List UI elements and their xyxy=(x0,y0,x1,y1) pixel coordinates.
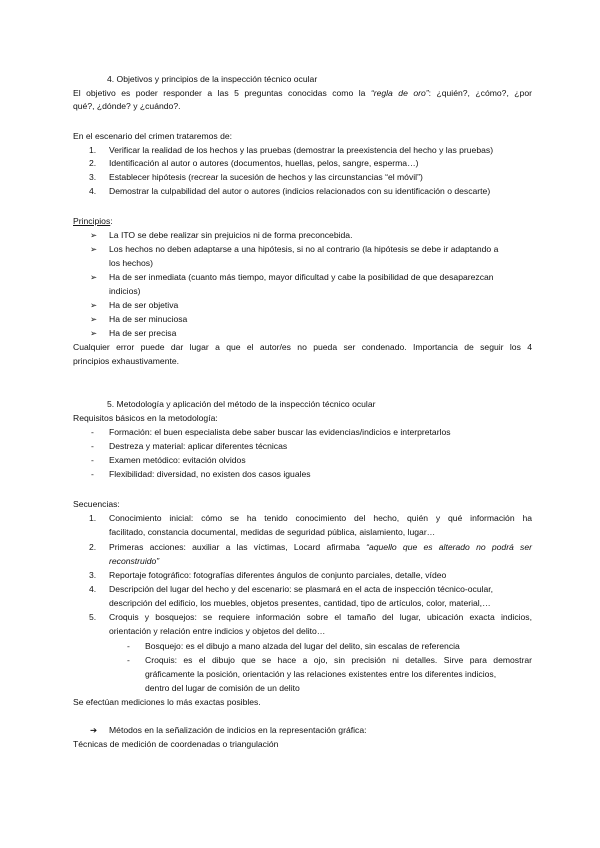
dash-bullet-icon: - xyxy=(91,441,94,451)
secuencia-item-cont: facilitado, constancia documental, medidas de seguridad pública, aislamiento, lugar… xyxy=(109,527,436,537)
secuencia-item: Conocimiento inicial: cómo se ha tenido conocimiento del hecho, quién y qué información ha xyxy=(109,513,532,523)
arrow-bullet-icon: ➢ xyxy=(90,314,98,324)
mediciones-text: Se efectúan mediciones lo más exactas posibles. xyxy=(73,697,261,707)
croquis-item-cont: dentro del lugar de comisión de un delito xyxy=(145,683,300,693)
cualquier-line-1: Cualquier error puede dar lugar a que el autor/es no pueda ser condenado. Importancia de seguir los 4 xyxy=(73,342,532,352)
list-number: 1. xyxy=(89,145,97,155)
arrow-bullet-icon: ➢ xyxy=(90,328,98,338)
locard-quote: “aquello que es alterado no podrá ser xyxy=(366,542,532,552)
seq2-text: Primeras acciones: auxiliar a las víctimas, Locard afirmaba xyxy=(109,542,367,552)
regla-de-oro: “regla de oro” xyxy=(370,88,429,98)
section-5-title: 5. Metodología y aplicación del método de la inspección técnico ocular xyxy=(107,399,376,409)
requisito-item: Formación: el buen especialista debe saber buscar las evidencias/indicios e interpretarlos xyxy=(109,427,451,437)
intro-line-2: qué?, ¿dónde? y ¿cuándo?. xyxy=(73,101,181,111)
section-4-title: 4. Objetivos y principios de la inspección técnico ocular xyxy=(107,74,318,84)
arrow-bullet-icon: ➢ xyxy=(90,244,98,254)
list-number: 1. xyxy=(89,513,97,523)
principios-label: Principios xyxy=(73,216,111,226)
escenario-heading: En el escenario del crimen trataremos de: xyxy=(73,131,233,141)
list-number: 2. xyxy=(89,542,97,552)
intro-text: El objetivo es poder responder a las 5 preguntas conocidas como la xyxy=(73,88,371,98)
list-number: 2. xyxy=(89,158,97,168)
principio-item-cont: indicios) xyxy=(109,286,141,296)
list-item: Establecer hipótesis (recrear la sucesión de hechos y las circunstancias “el móvil”) xyxy=(109,172,423,182)
arrow-bullet-icon: ➢ xyxy=(90,230,98,240)
principio-item: La ITO se debe realizar sin prejuicios ni de forma preconcebida. xyxy=(109,230,353,240)
secuencia-item xyxy=(109,541,532,553)
principio-item-cont: los hechos) xyxy=(109,258,153,268)
requisito-item: Flexibilidad: diversidad, no existen dos casos iguales xyxy=(109,469,311,479)
croquis-item: Croquis: es el dibujo que se hace a ojo, sin precisión ni detalles. Sirve para demostrar xyxy=(145,655,532,665)
locard-quote-cont: reconstruido” xyxy=(109,556,160,566)
dash-bullet-icon: - xyxy=(91,469,94,479)
arrow-bullet-icon: ➢ xyxy=(90,300,98,310)
principio-item: Ha de ser minuciosa xyxy=(109,314,188,324)
secuencia-item-cont: orientación y relación entre indicios y objetos del delito… xyxy=(109,626,326,636)
requisito-item: Examen metódico: evitación olvidos xyxy=(109,455,246,465)
croquis-item-cont: gráficamente la posición, orientación y las relaciones existentes entre los diferentes indicios, xyxy=(145,669,497,679)
secuencia-item-cont: descripción del edificio, los muebles, objetos presentes, cantidad, tipo de artículos, color, material,… xyxy=(109,598,491,608)
cualquier-line-2: principios exhaustivamente. xyxy=(73,356,180,366)
principio-item: Ha de ser objetiva xyxy=(109,300,179,310)
principios-heading xyxy=(73,215,113,227)
principio-item: Ha de ser inmediata (cuanto más tiempo, mayor dificultad y cabe la posibilidad de que desaparezcan xyxy=(109,272,494,282)
principio-item: Ha de ser precisa xyxy=(109,328,177,338)
requisito-item: Destreza y material: aplicar diferentes técnicas xyxy=(109,441,288,451)
secuencia-item: Reportaje fotográfico: fotografías diferentes ángulos de conjunto parciales, detalle, vídeo xyxy=(109,570,447,580)
right-arrow-icon: ➔ xyxy=(90,725,98,735)
list-number: 3. xyxy=(89,172,97,182)
list-item: Identificación al autor o autores (documentos, huellas, pelos, sangre, esperma…) xyxy=(109,158,419,168)
list-item: Demostrar la culpabilidad del autor o autores (indicios relacionados con su identificación o descarte) xyxy=(109,186,491,196)
dash-bullet-icon: - xyxy=(91,427,94,437)
dash-bullet-icon: - xyxy=(91,455,94,465)
principios-colon: : xyxy=(110,216,113,226)
list-number: 4. xyxy=(89,186,97,196)
tecnicas-text: Técnicas de medición de coordenadas o triangulación xyxy=(73,739,279,749)
list-number: 3. xyxy=(89,570,97,580)
dash-bullet-icon: - xyxy=(127,655,130,665)
intro-questions: : ¿quién?, ¿cómo?, ¿por xyxy=(428,88,532,98)
bosquejo-item: Bosquejo: es el dibujo a mano alzada del lugar del delito, sin escalas de referencia xyxy=(145,641,460,651)
dash-bullet-icon: - xyxy=(127,641,130,651)
requisitos-heading: Requisitos básicos en la metodología: xyxy=(73,413,218,423)
secuencia-item: Descripción del lugar del hecho y del escenario: se plasmará en el acta de inspección técnico-ocular, xyxy=(109,584,494,594)
list-number: 5. xyxy=(89,612,97,622)
secuencias-heading: Secuencias: xyxy=(73,499,120,509)
metodos-heading: Métodos en la señalización de indicios en la representación gráfica: xyxy=(109,725,367,735)
arrow-bullet-icon: ➢ xyxy=(90,272,98,282)
intro-line-1 xyxy=(73,87,532,99)
principio-item: Los hechos no deben adaptarse a una hipótesis, si no al contrario (la hipótesis se debe ir adaptando a xyxy=(109,244,499,254)
secuencia-item: Croquis y bosquejos: se requiere información sobre el tamaño del lugar, ubicación exacta indicios, xyxy=(109,612,532,622)
list-item: Verificar la realidad de los hechos y las pruebas (demostrar la preexistencia del hecho y las pruebas) xyxy=(109,145,494,155)
list-number: 4. xyxy=(89,584,97,594)
